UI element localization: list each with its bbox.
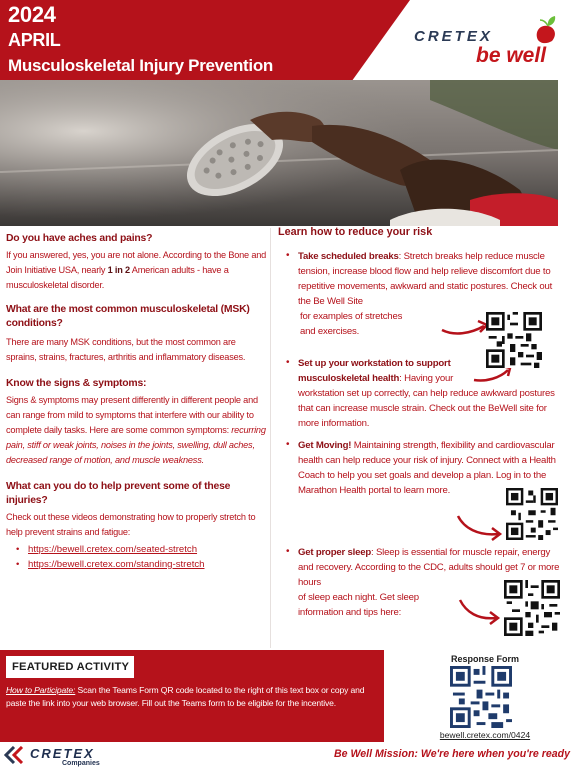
header-year: 2024 <box>8 2 56 27</box>
logo-bewell-text: be well <box>476 44 547 67</box>
tip-breaks-tail-2: and exercises. <box>300 326 360 337</box>
tip-sleep-text-3: information and tips here: <box>298 607 402 618</box>
cretex-bewell-logo <box>412 14 562 72</box>
section-heading-msk-conditions: What are the most common musculoskeletal (MSK) conditions? <box>6 304 250 329</box>
apple-leaf-icon <box>532 14 562 44</box>
hero-photo <box>0 80 558 226</box>
bullet-dot: • <box>286 546 290 557</box>
tip-sleep-title: Get proper sleep <box>298 547 372 558</box>
tip-workstation-text-1: : Having your <box>399 373 454 384</box>
response-form-link[interactable]: bewell.cretex.com/0424 <box>439 730 531 740</box>
aches-text-part-b: American adults - have a musculoskeletal disorder. <box>6 265 229 290</box>
section-text-signs <box>6 393 268 468</box>
footer <box>0 742 576 768</box>
left-column <box>6 232 268 572</box>
signs-symptoms-list: recurring pain, stiff or weak joints, noises in the joints, swelling, dull aches, decreased range of motion, and muscle weakness. <box>6 425 266 465</box>
arrow-icon <box>458 596 504 626</box>
section-text-msk-conditions: There are many MSK conditions, but the most common are sprains, strains, fractures, arthritis and inflammatory diseases. <box>6 337 246 362</box>
header-month: APRIL <box>8 30 61 50</box>
how-to-participate-label: How to Participate: <box>6 685 76 695</box>
seated-stretch-link[interactable]: • https://bewell.cretex.com/seated-stretch <box>6 542 268 557</box>
tip-sleep-text-2: of sleep each night. Get sleep <box>298 592 419 603</box>
logo-brand-text: CRETEX <box>414 28 493 45</box>
bullet-dot: • <box>286 357 290 368</box>
bullet-dot: • <box>286 250 290 261</box>
aches-text-part-a: If you answered, yes, you are not alone. According to the Bone and Join Initiative USA, nearly <box>6 250 267 275</box>
featured-activity-box <box>0 650 384 742</box>
video-links-list <box>6 542 268 572</box>
tip-workstation-title-1: Set up your workstation to support <box>298 358 451 369</box>
tip-breaks-title: Take scheduled breaks <box>298 251 399 262</box>
qr-code-icon[interactable] <box>506 488 558 540</box>
bullet-dot: • <box>286 439 290 450</box>
tip-workstation-title-2: musculoskeletal health <box>298 373 400 384</box>
qr-code-icon[interactable] <box>504 580 560 636</box>
page-title: Musculoskeletal Injury Prevention <box>8 56 274 75</box>
arrow-icon <box>440 316 492 340</box>
tip-sleep-text-1: : Sleep is essential for muscle repair, energy and recovery. According to the CDC, adults should get 7 or more hours <box>298 547 560 588</box>
section-heading-aches: Do you have aches and pains? <box>6 233 153 244</box>
tip-scheduled-breaks <box>298 249 564 309</box>
response-form-box <box>394 650 576 742</box>
tip-workstation-text-2: workstation set up correctly, can help reduce awkward postures that can increase muscle strain. Check out the BeWell site for more information. <box>298 388 555 429</box>
standing-stretch-link[interactable]: • https://bewell.cretex.com/standing-stretch <box>6 557 268 572</box>
response-form-qr-icon[interactable] <box>450 666 512 728</box>
section-heading-signs: Know the signs & symptoms: <box>6 378 147 389</box>
arrow-icon <box>456 512 506 542</box>
section-text-aches <box>6 248 268 293</box>
tip-workstation-line2 <box>298 371 564 386</box>
aches-stat: 1 in 2 <box>107 265 130 275</box>
featured-activity-text <box>6 684 378 709</box>
response-form-label: Response Form <box>450 654 519 664</box>
risk-heading: Learn how to reduce your risk <box>278 226 433 238</box>
tip-breaks-tail-1: for examples of stretches <box>300 311 403 322</box>
cretex-chevron-icon <box>4 746 28 764</box>
tip-breaks-text: : Stretch breaks help reduce muscle tension, increase blood flow and help relieve discomfort due to repetitive movements, awkward and static postures. Check out the Be Well Site <box>298 251 553 307</box>
how-to-participate-text: Scan the Teams Form QR code located to the right of this text box or copy and paste the link into your web browser. Fill out the Teams form to be eligible for the incentive. <box>6 685 365 708</box>
signs-text: Signs & symptoms may present differently in different people and can range from mild to symptoms that interfere with our ability to complete daily tasks. Here are some common symptoms: <box>6 395 258 435</box>
featured-activity-tag: FEATURED ACTIVITY <box>6 656 134 678</box>
runner-stretching-photo-icon <box>0 80 558 226</box>
column-divider <box>270 228 271 648</box>
footer-brand: CRETEX <box>30 746 95 761</box>
footer-companies: Companies <box>62 760 100 767</box>
tip-moving-text: Maintaining strength, flexibility and cardiovascular health can help reduce your risk of injury. Connect with a Health Coach to help you set goals and develop a plan. Log in to the Marathon Health portal to learn more. <box>298 440 556 496</box>
section-heading-prevent: What can you do to help prevent some of these injuries? <box>6 481 231 506</box>
qr-code-icon[interactable] <box>486 312 542 368</box>
header <box>0 0 576 80</box>
footer-mission: Be Well Mission: We're here when you're ready <box>333 748 570 760</box>
section-text-prevent: Check out these videos demonstrating how to properly stretch to help prevent strains and fatigue: <box>6 512 256 537</box>
tip-moving-title: Get Moving! <box>298 440 352 451</box>
